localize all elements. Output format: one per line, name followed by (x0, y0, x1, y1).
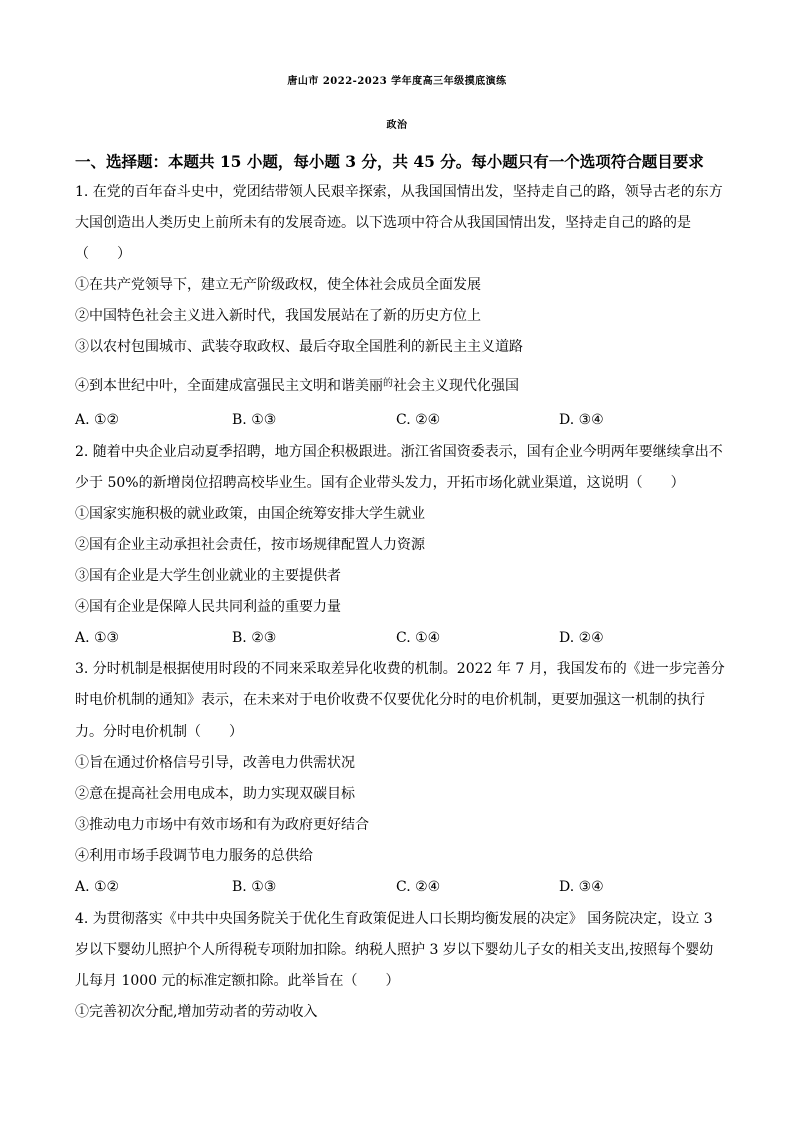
q3-stem-line2: 时电价机制的通知》表示，在未来对于电价收费不仅要优化分时的电价机制，更要加强这一机制的执行 (75, 692, 705, 708)
q1-option-b: B. ①③ (232, 412, 277, 428)
exam-title: 唐山市 2022-2023 学年度高三年级摸底演练 (287, 76, 507, 87)
q2-stem-line2: 少于 50%的新增岗位招聘高校毕业生。国有企业带头发力，开拓市场化就业渠道，这说明（ ） (75, 475, 685, 491)
q3-option-d: D. ③④ (559, 879, 604, 895)
q1-answer-paren: （ ） (75, 246, 131, 262)
q2-item-1: ①国家实施积极的就业政策，由国企统筹安排大学生就业 (75, 506, 425, 522)
q1-item-3: ③以农村包围城市、武装夺取政权、最后夺取全国胜利的新民主主义道路 (75, 339, 523, 355)
q3-item-2: ②意在提高社会用电成本，助力实现双碳目标 (75, 786, 355, 802)
q1-option-a: A. ①② (75, 412, 120, 428)
q1-item-1: ①在共产党领导下，建立无产阶级政权，使全体社会成员全面发展 (75, 277, 481, 293)
q1-option-d: D. ③④ (559, 412, 604, 428)
q2-item-3: ③国有企业是大学生创业就业的主要提供者 (75, 568, 341, 584)
q4-stem-line2: 岁以下婴幼儿照护个人所得税专项附加扣除。纳税人照护 3 岁以下婴幼儿子女的相关支出,按照每个婴幼 (75, 942, 714, 958)
q4-stem-line1: 4. 为贯彻落实《中共中央国务院关于优化生育政策促进人口长期均衡发展的决定》 国务院决定，设立 3 (75, 911, 713, 927)
q3-item-3: ③推动电力市场中有效市场和有为政府更好结合 (75, 817, 369, 833)
q2-stem-line1: 2. 随着中央企业启动夏季招聘，地方国企积极跟进。浙江省国资委表示，国有企业今明两年要继续拿出不 (75, 444, 723, 460)
q1-item-2: ②中国特色社会主义进入新时代，我国发展站在了新的历史方位上 (75, 308, 481, 324)
q2-option-a: A. ①③ (75, 630, 120, 646)
q1-option-c: C. ②④ (396, 412, 441, 428)
q2-option-d: D. ②④ (559, 630, 604, 646)
q3-stem-line3: 力。分时电价机制（ ） (75, 724, 243, 740)
q3-item-1: ①旨在通过价格信号引导，改善电力供需状况 (75, 755, 355, 771)
q2-option-b: B. ②③ (232, 630, 277, 646)
q1-item-4-sup: 的 (383, 378, 393, 389)
q1-item-4-tail: 社会主义现代化强国 (393, 378, 519, 394)
q1-stem-line1: 1. 在党的百年奋斗史中，党团结带领人民艰辛探索，从我国国情出发，坚持走自己的路，领导古老的东方 (75, 184, 723, 200)
q1-item-4 (75, 377, 519, 397)
q1-item-4-head: ④到本世纪中叶，全面建成富强民主文明和谐美丽 (75, 378, 383, 394)
q2-item-4: ④国有企业是保障人民共同利益的重要力量 (75, 599, 341, 615)
q3-option-a: A. ①② (75, 879, 120, 895)
q4-stem-line3: 儿每月 1000 元的标准定额扣除。此举旨在（ ） (75, 973, 400, 989)
q2-option-c: C. ①④ (396, 630, 441, 646)
q3-option-b: B. ①③ (232, 879, 277, 895)
q3-stem-line1: 3. 分时机制是根据使用时段的不同来采取差异化收费的机制。2022 年 7 月，我国发布的《进一步完善分 (75, 661, 725, 677)
q3-item-4: ④利用市场手段调节电力服务的总供给 (75, 848, 313, 864)
q3-option-c: C. ②④ (396, 879, 441, 895)
section-heading: 一、选择题：本题共 15 小题，每小题 3 分，共 45 分。每小题只有一个选项符合题目要求 (75, 152, 704, 171)
q4-item-1: ①完善初次分配,增加劳动者的劳动收入 (75, 1004, 318, 1020)
q2-item-2: ②国有企业主动承担社会责任，按市场规律配置人力资源 (75, 537, 425, 553)
subject-title: 政治 (386, 120, 408, 131)
q1-stem-line2: 大国创造出人类历史上前所未有的发展奇迹。以下选项中符合从我国国情出发，坚持走自己的路的是 (75, 215, 691, 231)
